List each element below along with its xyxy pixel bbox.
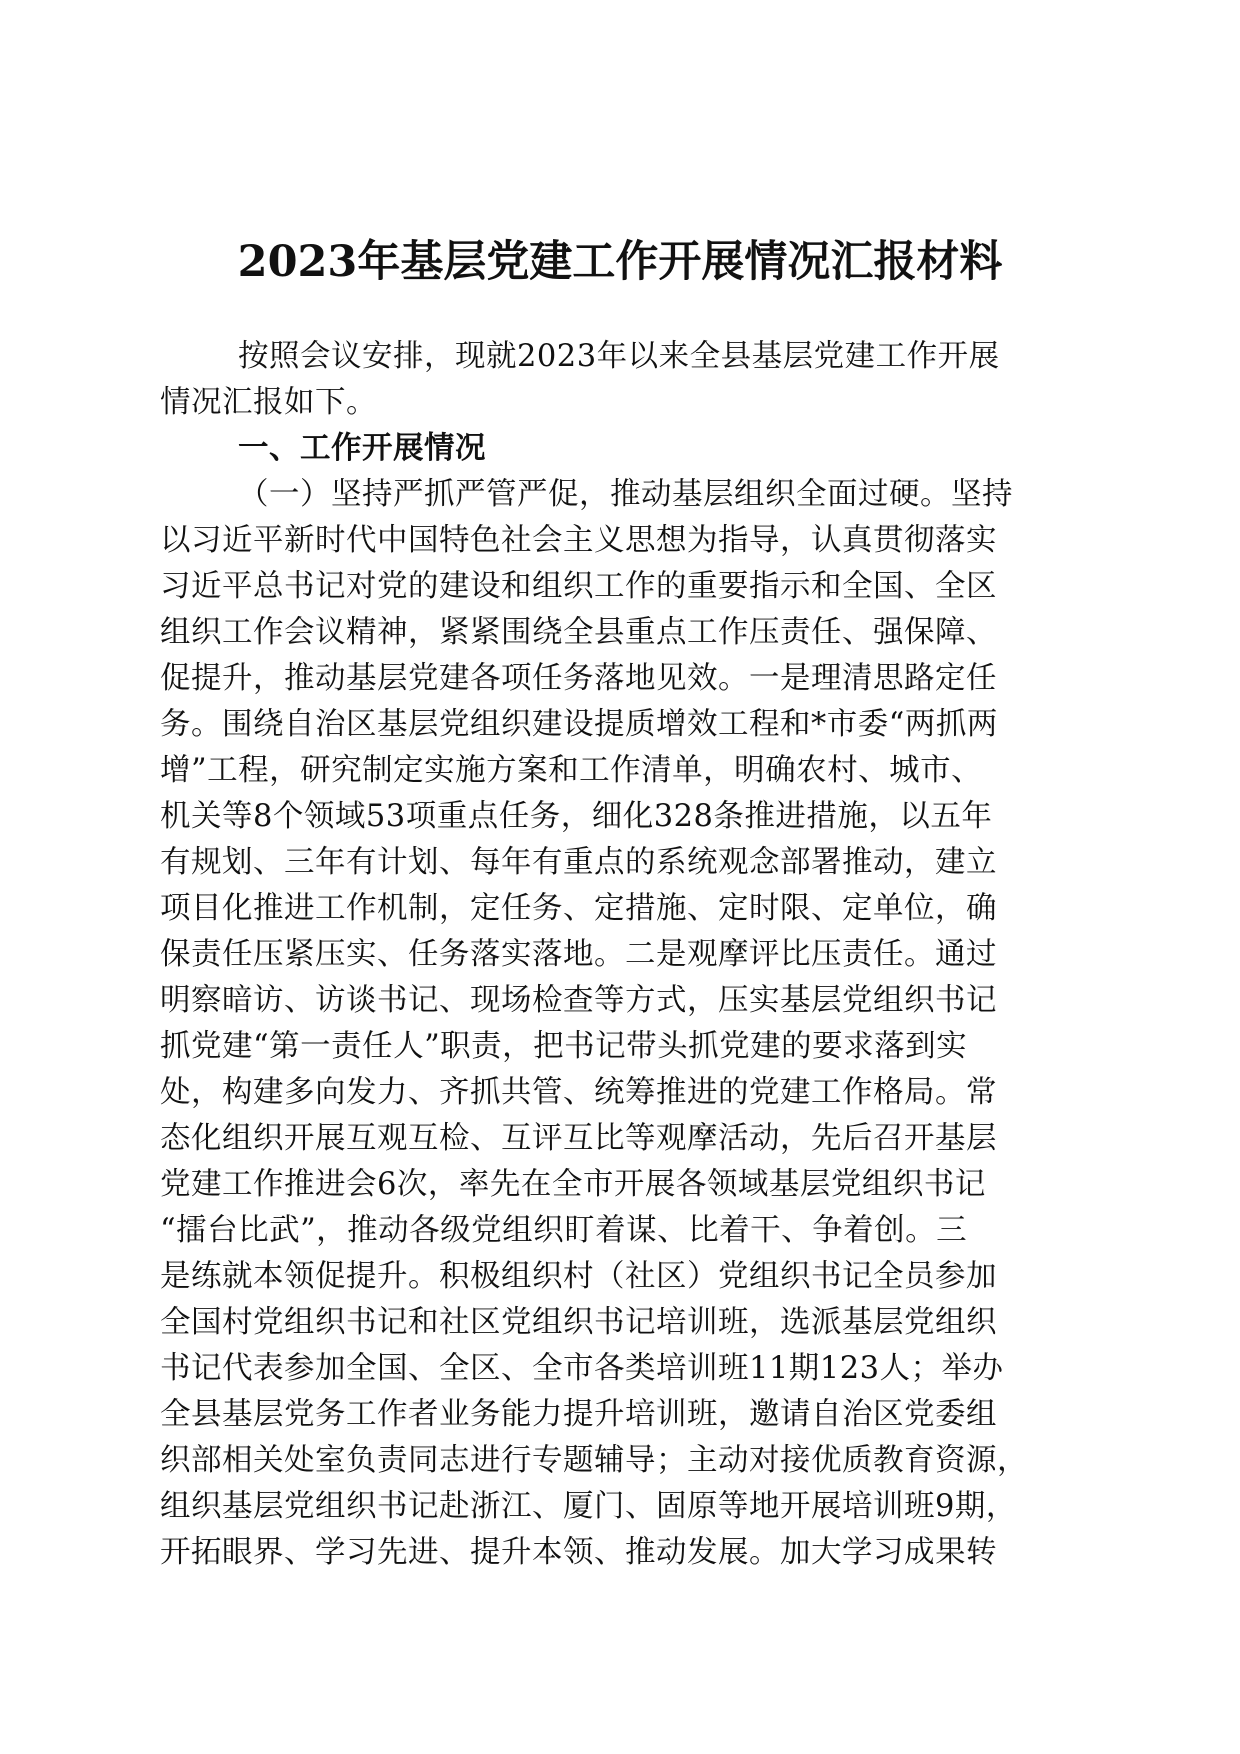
paragraph-line: 机关等8个领域53项重点任务，细化328条推进措施，以五年 — [160, 799, 993, 834]
paragraph-line: 织部相关处室负责同志进行专题辅导；主动对接优质教育资源， — [160, 1443, 1028, 1478]
paragraph-line: 务。围绕自治区基层党组织建设提质增效工程和*市委“两抓两 — [160, 707, 998, 742]
paragraph-line: 按照会议安排，现就2023年以来全县基层党建工作开展 — [238, 339, 1000, 374]
paragraph-line: 抓党建“第一责任人”职责，把书记带头抓党建的要求落到实 — [160, 1029, 968, 1064]
paragraph-line: 情况汇报如下。 — [160, 385, 377, 420]
paragraph-line: 习近平总书记对党的建设和组织工作的重要指示和全国、全区 — [160, 569, 997, 604]
paragraph-line: 组织基层党组织书记赴浙江、厦门、固原等地开展培训班9期， — [160, 1489, 1017, 1524]
paragraph-line: 态化组织开展互观互检、互评互比等观摩活动，先后召开基层 — [160, 1121, 997, 1156]
paragraph-line: 开拓眼界、学习先进、提升本领、推动发展。加大学习成果转 — [160, 1535, 997, 1570]
paragraph-line: 项目化推进工作机制，定任务、定措施、定时限、定单位，确 — [160, 891, 997, 926]
paragraph-line: 促提升，推动基层党建各项任务落地见效。一是理清思路定任 — [160, 661, 997, 696]
document-title: 2023年基层党建工作开展情况汇报材料 — [237, 237, 1003, 287]
paragraph-line: 保责任压紧压实、任务落实落地。二是观摩评比压责任。通过 — [160, 937, 997, 972]
paragraph-line: 明察暗访、访谈书记、现场检查等方式，压实基层党组织书记 — [160, 983, 997, 1018]
paragraph-line: 处，构建多向发力、齐抓共管、统筹推进的党建工作格局。常 — [160, 1075, 997, 1110]
section-heading: 一、工作开展情况 — [238, 431, 486, 466]
paragraph-line: 组织工作会议精神，紧紧围绕全县重点工作压责任、强保障、 — [160, 615, 997, 650]
paragraph-line: 书记代表参加全国、全区、全市各类培训班11期123人；举办 — [160, 1351, 1004, 1386]
document-body — [160, 334, 1090, 1576]
paragraph-line: 是练就本领促提升。积极组织村（社区）党组织书记全员参加 — [160, 1259, 997, 1294]
subsection-heading-line: （一）坚持严抓严管严促，推动基层组织全面过硬。坚持 — [238, 477, 1013, 512]
paragraph-line: 全国村党组织书记和社区党组织书记培训班，选派基层党组织 — [160, 1305, 997, 1340]
paragraph-line: 全县基层党务工作者业务能力提升培训班，邀请自治区党委组 — [160, 1397, 997, 1432]
paragraph-line: 有规划、三年有计划、每年有重点的系统观念部署推动，建立 — [160, 845, 997, 880]
paragraph-line: 增”工程，研究制定实施方案和工作清单，明确农村、城市、 — [160, 753, 983, 788]
paragraph-line: 党建工作推进会6次，率先在全市开展各领域基层党组织书记 — [160, 1167, 986, 1202]
paragraph-line: “擂台比武”，推动各级党组织盯着谋、比着干、争着创。三 — [160, 1213, 968, 1248]
paragraph-line: 以习近平新时代中国特色社会主义思想为指导，认真贯彻落实 — [160, 523, 997, 558]
